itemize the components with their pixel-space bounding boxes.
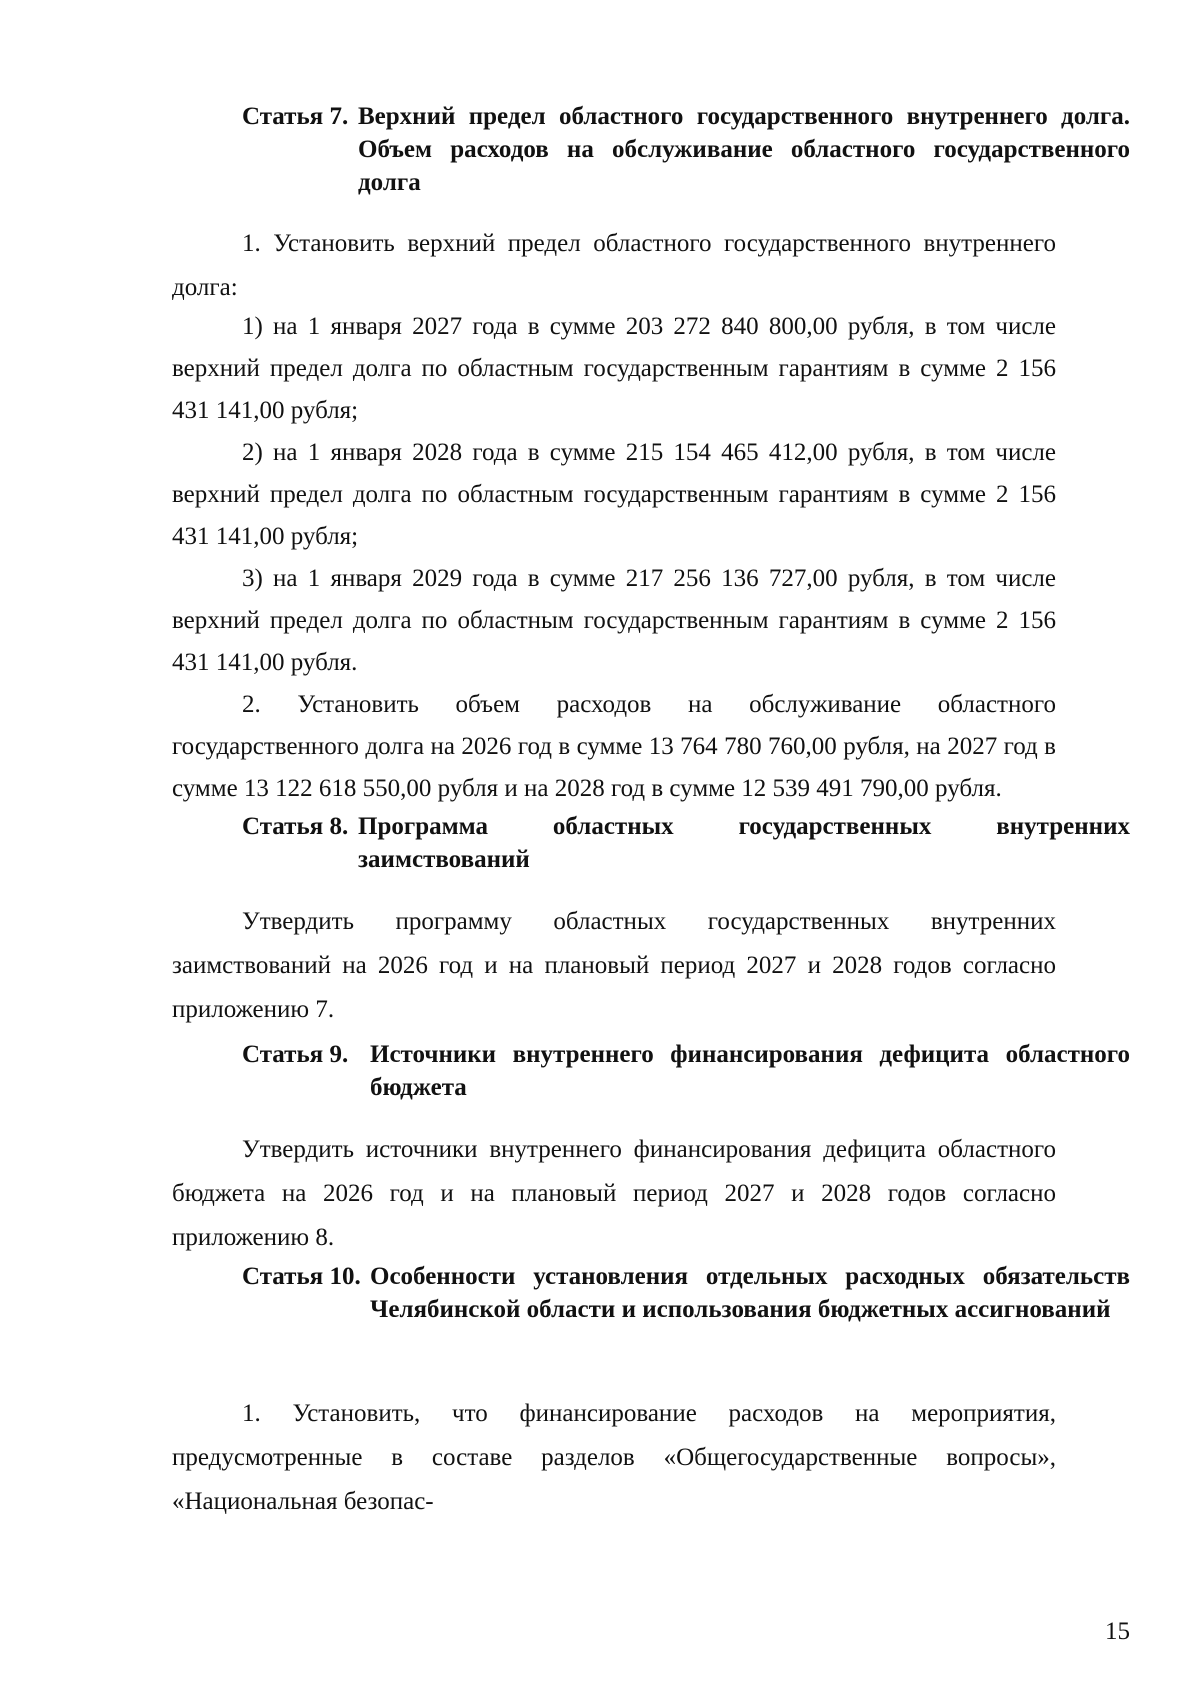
article-body-7 bbox=[172, 222, 1056, 810]
document-page bbox=[172, 100, 1130, 1660]
article-title: Особенности установления отдельных расходных обязательств Челябинской области и использования бюджетных ассигнований bbox=[370, 1263, 1130, 1323]
article-body-9 bbox=[172, 1128, 1056, 1260]
article-title: Программа областных государственных внутренних заимствований bbox=[358, 813, 1130, 873]
paragraph: 2) на 1 января 2028 года в сумме 215 154 465 412,00 рубля, в том числе верхний предел долга по областным государственным гарантиям в сумме 2 156 431 141,00 рубля; bbox=[172, 439, 1056, 550]
article-heading-9 bbox=[242, 1038, 1130, 1104]
paragraph: 3) на 1 января 2029 года в сумме 217 256 136 727,00 рубля, в том числе верхний предел долга по областным государственным гарантиям в сумме 2 156 431 141,00 рубля. bbox=[172, 565, 1056, 676]
article-number: Статья 10. bbox=[242, 1263, 361, 1290]
article-title: Верхний предел областного государственного внутреннего долга. Объем расходов на обслуживание областного государственного долга bbox=[358, 103, 1130, 196]
paragraph: 1. Установить верхний предел областного государственного внутреннего долга: bbox=[172, 230, 1056, 301]
article-heading-7 bbox=[242, 100, 1130, 199]
article-heading-8 bbox=[242, 810, 1130, 876]
paragraph: Утвердить источники внутреннего финансирования дефицита областного бюджета на 2026 год и на плановый период 2027 и 2028 годов согласно приложению 8. bbox=[172, 1136, 1056, 1251]
article-number: Статья 7. bbox=[242, 103, 349, 130]
paragraph: 2. Установить объем расходов на обслуживание областного государственного долга на 2026 год в сумме 13 764 780 760,00 рубля, на 2027 год в сумме 13 122 618 550,00 рубля и на 2028 год в сумме 12 539 491 790,00 рубля. bbox=[172, 691, 1056, 802]
article-number: Статья 8. bbox=[242, 813, 349, 840]
paragraph: Утвердить программу областных государственных внутренних заимствований на 2026 год и на плановый период 2027 и 2028 годов согласно приложению 7. bbox=[172, 908, 1056, 1023]
article-number: Статья 9. bbox=[242, 1041, 349, 1068]
page-number: 15 bbox=[1105, 1618, 1130, 1645]
article-heading-10 bbox=[242, 1260, 1130, 1326]
article-body-10 bbox=[172, 1392, 1056, 1524]
paragraph: 1. Установить, что финансирование расходов на мероприятия, предусмотренные в составе разделов «Общегосударственные вопросы», «Национальная безопас- bbox=[172, 1400, 1056, 1515]
article-title: Источники внутреннего финансирования дефицита областного бюджета bbox=[370, 1041, 1130, 1101]
paragraph: 1) на 1 января 2027 года в сумме 203 272 840 800,00 рубля, в том числе верхний предел долга по областным государственным гарантиям в сумме 2 156 431 141,00 рубля; bbox=[172, 313, 1056, 424]
article-body-8 bbox=[172, 900, 1056, 1032]
